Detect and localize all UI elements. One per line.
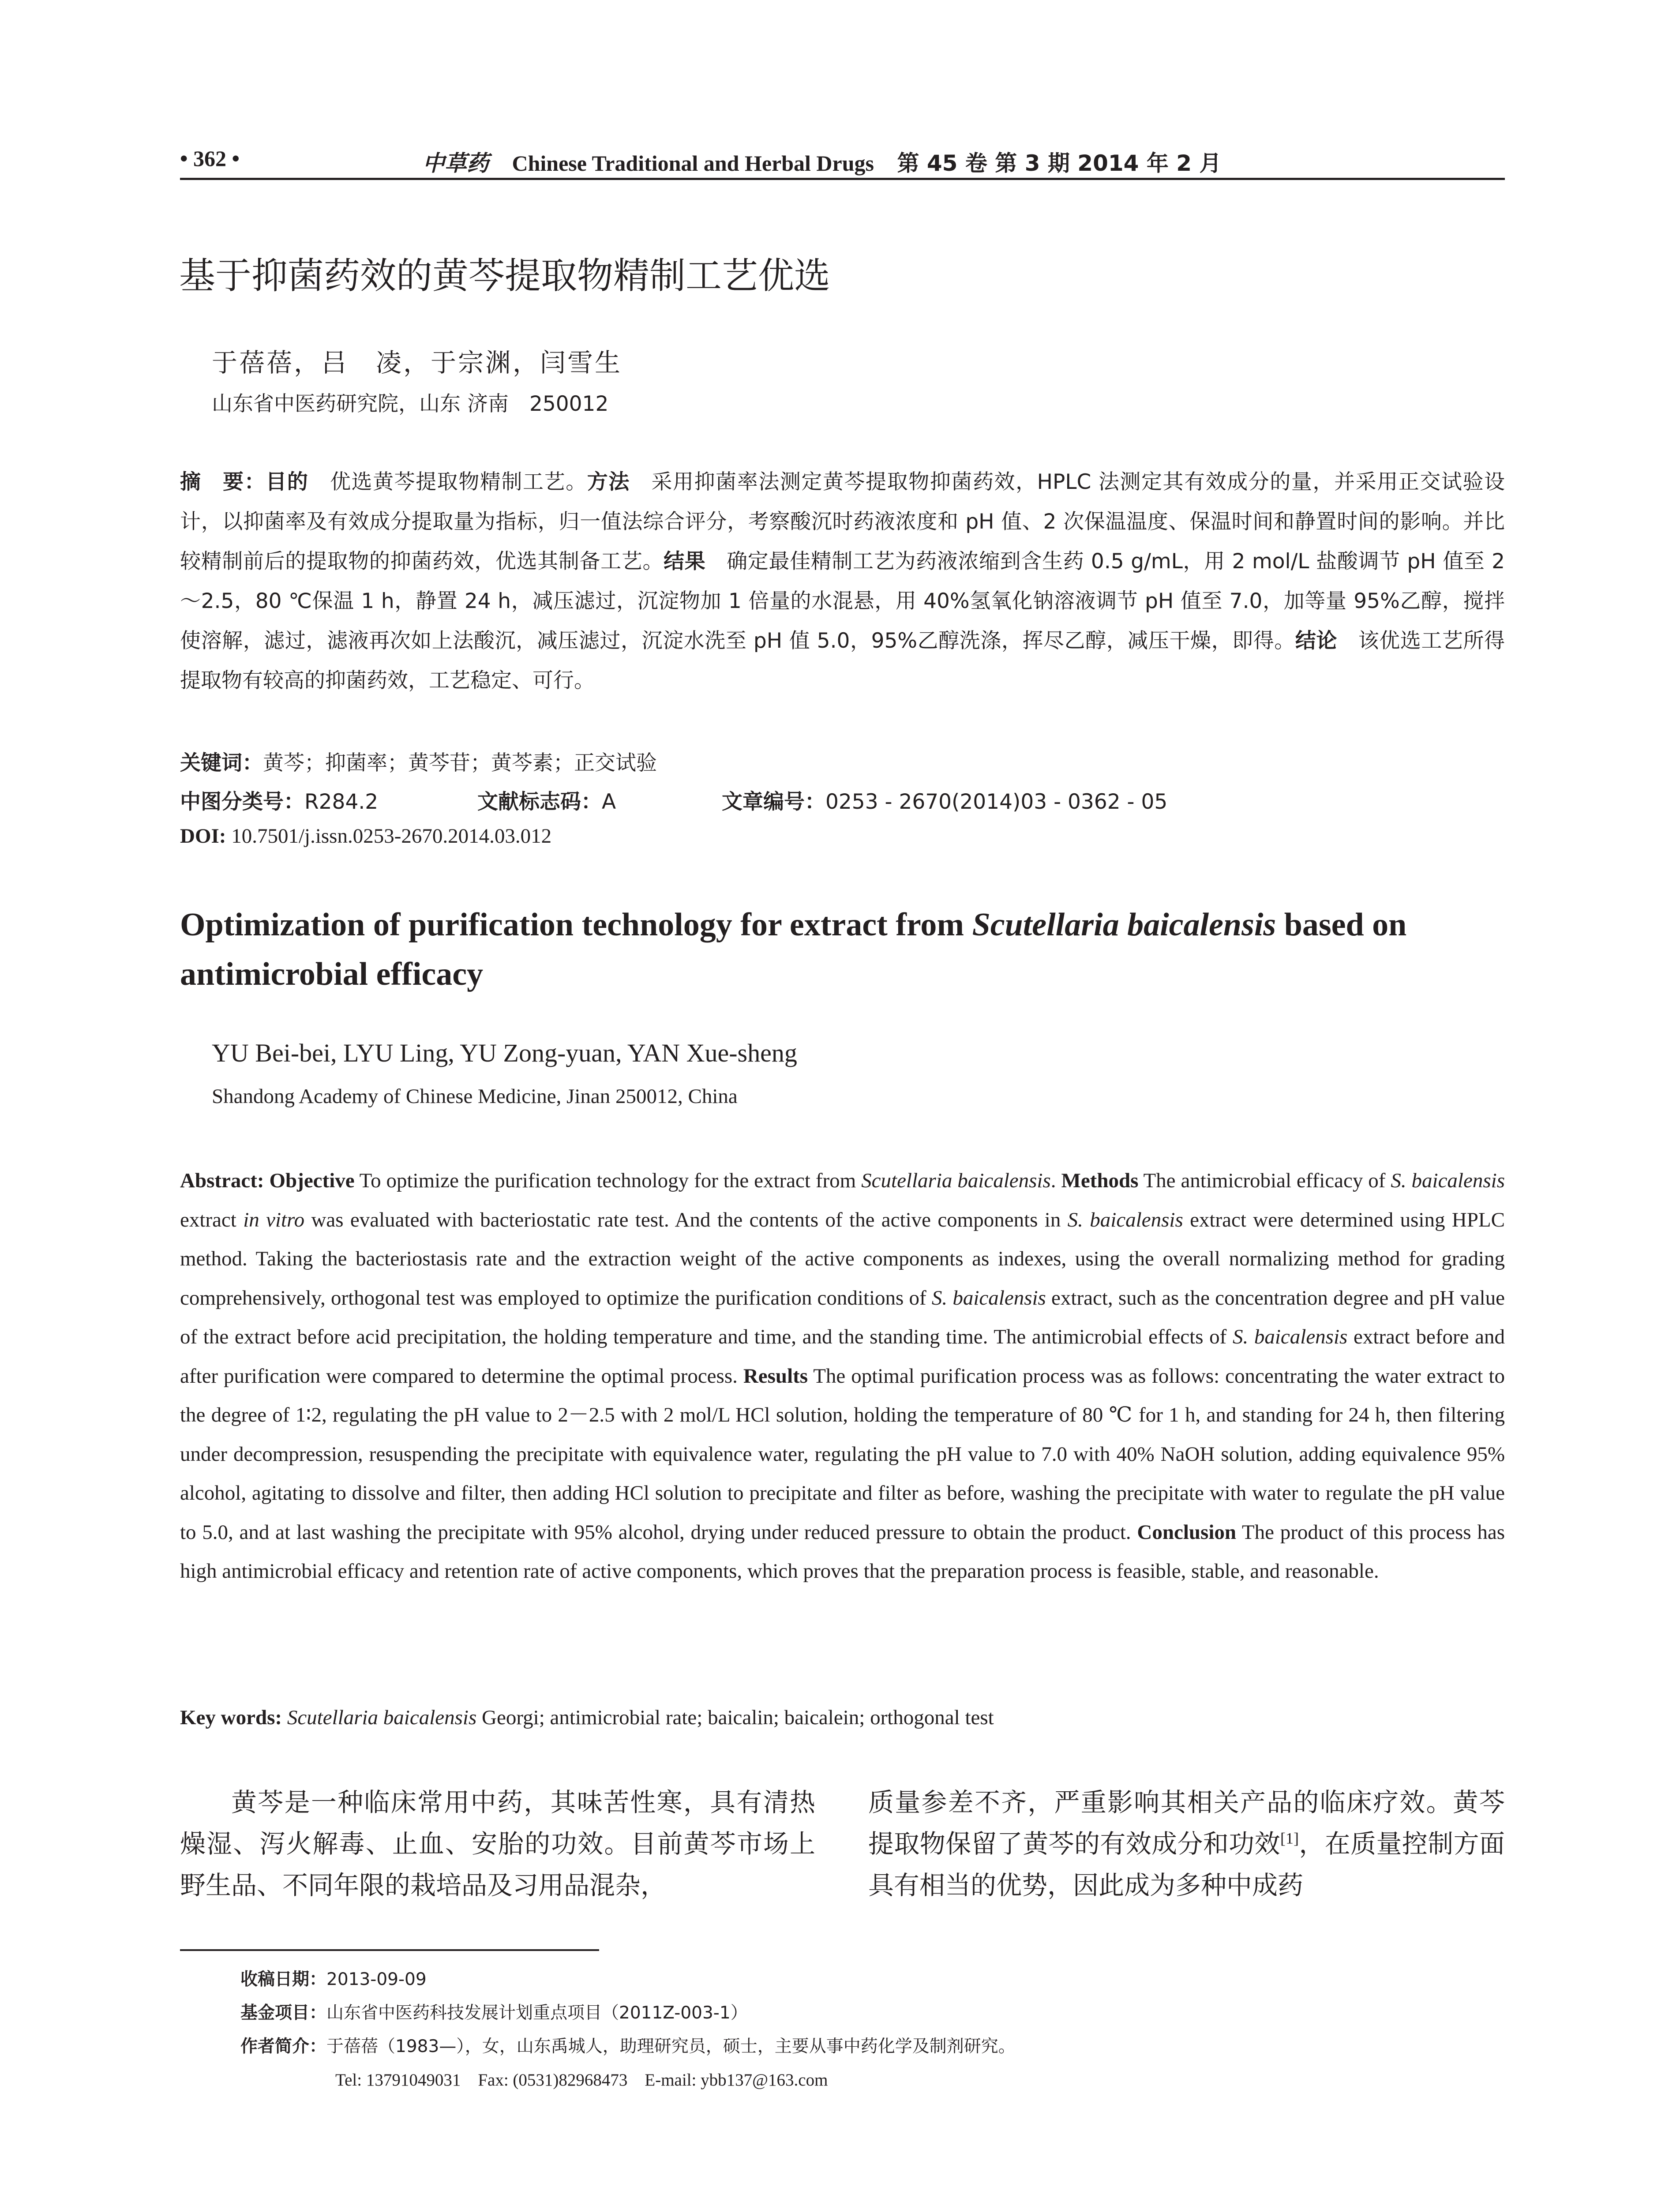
footnote-received: 收稿日期：2013-09-09 <box>240 1970 427 1989</box>
body-text-right-column: 质量参差不齐，严重影响其相关产品的临床疗效。黄芩提取物保留了黄芩的有效成分和功效[1]，在质量控制方面具有相当的优势，因此成为多种中成药 <box>868 1787 1505 1900</box>
affiliation-cn: 山东省中医药研究院，山东 济南 250012 <box>212 392 609 416</box>
keywords-cn <box>180 747 657 776</box>
page-number: • 362 • <box>180 146 240 171</box>
doi-line <box>180 824 551 848</box>
methods-cn: 采用抑菌率法测定黄芩提取物抑菌药效，HPLC 法测定其有效成分的量，并采用正交试验设计，以抑菌率及有效成分提取量为指标，归一值法综合评分，考察酸沉时药液浓度和 pH 值、2 次保温温度、保温时间和静置时间的影响。并比较精制前后的提取物的抑菌药效，优选其制备工艺。 <box>180 470 1505 574</box>
journal-name <box>423 146 1221 177</box>
title-cn: 基于抑菌药效的黄芩提取物精制工艺优选 <box>179 255 831 297</box>
keywords-cn-label: 关键词： <box>180 751 263 775</box>
clc-code: 中图分类号：R284.2 <box>180 790 379 814</box>
keywords-cn-text: 黄芩；抑菌率；黄芩苷；黄芩素；正交试验 <box>263 751 657 775</box>
authors-en: YU Bei-bei, LYU Ling, YU Zong-yuan, YAN Xue-sheng <box>212 1039 797 1067</box>
reference-marker[interactable]: [1] <box>1280 1829 1299 1847</box>
footnote-fund: 基金项目：山东省中医药科技发展计划重点项目（2011Z-003-1） <box>240 2003 748 2023</box>
keywords-en-label: Key words: <box>180 1706 282 1729</box>
footnote-contact: Tel: 13791049031 Fax: (0531)82968473 E-mail: ybb137@163.com <box>335 2071 828 2090</box>
title-species: Scutellaria baicalensis <box>972 907 1276 943</box>
journal-issue: 第 45 卷 第 3 期 2014 年 2 月 <box>897 150 1222 176</box>
methods-label-en: Methods <box>1061 1169 1139 1192</box>
body-text-left-column: 黄芩是一种临床常用中药，其味苦性寒，具有清热燥湿、泻火解毒、止血、安胎的功效。目前黄芩市场上野生品、不同年限的栽培品及习用品混杂， <box>180 1787 815 1900</box>
conclusion-label-en: Conclusion <box>1137 1520 1237 1544</box>
doi-label: DOI: <box>180 825 226 848</box>
conclusion-label-cn: 结论 <box>1295 629 1338 653</box>
objective-label-en: Objective <box>264 1169 355 1192</box>
abstract-cn-label: 摘 要： <box>180 470 266 494</box>
results-cn: 确定最佳精制工艺为药液浓缩到含生药 0.5 g/mL，用 2 mol/L 盐酸调节 pH 值至 2～2.5，80 ℃保温 1 h，静置 24 h，减压滤过，沉淀物加 1 倍量的水混悬，用 40%氢氧化钠溶液调节 pH 值至 7.0，加等量 95%乙醇，搅拌使溶解，滤过，滤液再次如上法酸沉，减压滤过，沉淀水洗至 pH 值 5.0，95%乙醇洗涤，挥尽乙醇，减压干燥，即得。 <box>180 549 1505 653</box>
footnote-author: 作者简介：于蓓蓓（1983—），女，山东禹城人，助理研究员，硕士，主要从事中药化学及制剂研究。 <box>240 2037 1016 2056</box>
journal-name-en: Chinese Traditional and Herbal Drugs <box>512 151 874 176</box>
conclusion-cn: 该优选工艺所得提取物有较高的抑菌药效，工艺稳定、可行。 <box>180 629 1505 693</box>
footnote-rule <box>180 1949 599 1951</box>
journal-name-cn: 中草药 <box>423 150 489 176</box>
article-number: 文章编号：0253 - 2670(2014)03 - 0362 - 05 <box>722 790 1168 814</box>
methods-label-cn: 方法 <box>587 470 630 494</box>
abstract-cn <box>180 462 1505 701</box>
document-code: 文献标志码：A <box>477 790 616 814</box>
header-rule <box>180 178 1505 180</box>
keywords-en: Key words: Scutellaria baicalensis Georgi; antimicrobial rate; baicalin; baicalein; orthogonal test <box>180 1706 994 1729</box>
results-label-en: Results <box>743 1364 808 1388</box>
abstract-en-label: Abstract: <box>180 1169 264 1192</box>
objective-cn: 优选黄芩提取物精制工艺。 <box>308 470 587 494</box>
abstract-en: Abstract: Objective To optimize the purification technology for the extract from Scutellaria baicalensis. Methods The antimicrobial efficacy of S. baicalensis extract in vitro was evaluated with bacteriostatic rate test. And the contents of the active components in S. baicalensis extract were determined using HPLC method. Taking the bacteriostasis rate and the extraction weight of the active components as indexes, using the overall normalizing method for grading comprehensively, orthogonal test was employed to optimize the purification conditions of S. baicalensis extract, such as the concentration degree and pH value of the extract before acid precipitation, the holding temperature and time, and the standing time. The antimicrobial effects of S. baicalensis extract before and after purification were compared to determine the optimal process. Results The optimal purification process was as follows: concentrating the water extract to the degree of 1∶2, regulating the pH value to 2－2.5 with 2 mol/L HCl solution, holding the temperature of 80 ℃ for 1 h, and standing for 24 h, then filtering under decompression, resuspending the precipitate with equivalence water, regulating the pH value to 7.0 with 40% NaOH solution, adding equivalence 95% alcohol, agitating to dissolve and filter, then adding HCl solution to precipitate and filter as before, washing the precipitate with water to regulate the pH value to 5.0, and at last washing the precipitate with 95% alcohol, drying under reduced pressure to obtain the product. Conclusion The product of this process has high antimicrobial efficacy and retention rate of active components, which proves that the preparation process is feasible, stable, and reasonable. <box>180 1169 1505 1583</box>
affiliation-en: Shandong Academy of Chinese Medicine, Jinan 250012, China <box>212 1085 738 1108</box>
doi-value: 10.7501/j.issn.0253-2670.2014.03.012 <box>226 825 552 848</box>
results-label-cn: 结果 <box>664 549 706 574</box>
running-header <box>180 140 1505 180</box>
authors-cn: 于蓓蓓，吕 凌，于宗渊，闫雪生 <box>212 348 622 378</box>
objective-label-cn: 目的 <box>266 470 309 494</box>
title-en: Optimization of purification technology for extract from Scutellaria baicalensis based on antimicrobial efficacy <box>180 907 1407 992</box>
